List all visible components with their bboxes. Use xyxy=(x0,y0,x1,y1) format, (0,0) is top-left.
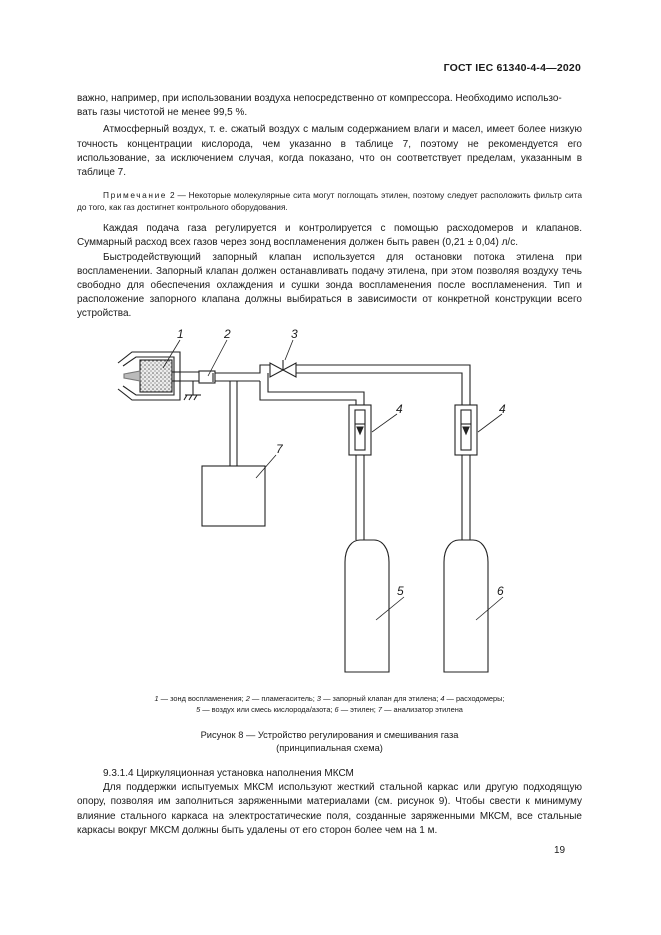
paragraph-1-line-2: вать газы чистотой не менее 99,5 %. xyxy=(77,107,248,119)
label-2: 2 xyxy=(224,327,231,341)
paragraph-2: Атмосферный воздух, т. е. сжатый воздух с малым содержанием влаги и масел, имеет более низкую точность концентрации кислорода, чем указанно в таблице 7, поэтому не рекомендуется его использование, за исключением случая, когда показано, что он соответствует пределам, указанным в таблице 7. xyxy=(77,124,582,179)
legend-num-3: 3 xyxy=(316,694,322,703)
flowmeter-left xyxy=(349,405,371,455)
paragraph-3: Каждая подача газа регулируется и контролируется с помощью расходомеров и клапанов. Суммарный расход всех газов через зонд воспламенения должен быть равен (0,21 ± 0,04) л/с. xyxy=(77,223,582,249)
section-9-3-1-4 xyxy=(77,767,582,838)
legend-text-7: — анализатор этилена xyxy=(382,705,463,714)
flowmeter-right xyxy=(455,405,477,455)
shutoff-valve xyxy=(270,360,296,377)
section-heading: 9.3.1.4 Циркуляционная установка наполнения МКСМ xyxy=(103,768,354,779)
legend-text-3: — запорный клапан для этилена; xyxy=(321,694,441,703)
legend-num-7: 7 xyxy=(377,705,383,714)
figure-caption xyxy=(77,729,582,754)
legend-line-1 xyxy=(77,693,582,704)
note-label: Примечание xyxy=(103,190,168,201)
caption-line-1: Рисунок 8 — Устройство регулирования и смешивания газа xyxy=(200,730,459,740)
caption-line-2: (принципиальная схема) xyxy=(276,742,383,753)
legend-num-2: 2 xyxy=(245,694,250,703)
note-text: 2 — Некоторые молекулярные сита могут поглощать этилен, поэтому следует расположить фильтр сита до того, как газ достигнет контрольного оборудования. xyxy=(77,190,582,212)
air-cylinder xyxy=(345,540,389,672)
label-6: 6 xyxy=(497,584,504,598)
note-2 xyxy=(77,190,582,213)
label-3: 3 xyxy=(291,327,298,341)
legend-text-2: — пламегаситель; xyxy=(249,694,317,703)
paragraph-4: Быстродействующий запорный клапан используется для остановки потока этилена при воспламенении. Запорный клапан должен останавливать подачу этилена, при этом позволяя воздуху течь свободно для обеспечения охлаждения и сушки зонда воспламенения после воспламенения. Тип и расположение запорного клапана должны выбираться в зависимости от конкретной конструкции всего устройства. xyxy=(77,251,582,320)
legend-num-4: 4 xyxy=(440,694,445,703)
label-1: 1 xyxy=(177,327,184,341)
paragraph-1-line-1: важно, например, при использовании воздуха непосредственно от компрессора. Необходимо использо- xyxy=(77,93,562,104)
ethylene-analyzer xyxy=(202,466,265,526)
label-4-left: 4 xyxy=(396,402,403,416)
label-4-right: 4 xyxy=(499,402,506,416)
ignition-probe xyxy=(118,352,201,400)
label-5: 5 xyxy=(397,584,404,598)
legend-line-2 xyxy=(77,704,582,715)
legend-text-6: — этилен; xyxy=(338,705,378,714)
legend-text-4: — расходомеры; xyxy=(444,694,505,703)
body-text xyxy=(77,92,582,322)
ethylene-cylinder xyxy=(444,540,488,672)
legend-num-5: 5 xyxy=(196,705,201,714)
section-text: Для поддержки испытуемых МКСМ используют жесткий стальной каркас или другую подходящую опору, позволяя им заполниться заряженными материалами (см. рисунок 9). Чтобы свести к минимуму влияние стального каркаса на электростатические поля, созданные заряженными МКСМ, все стальные каркасы вокруг МКСМ должны быть удалены от его сторон более чем на 1 м. xyxy=(77,782,582,836)
page-number: 19 xyxy=(554,845,566,856)
label-7: 7 xyxy=(276,442,283,456)
standard-header: ГОСТ IEC 61340-4-4—2020 xyxy=(443,62,581,74)
legend-num-1: 1 xyxy=(154,694,159,703)
legend-num-6: 6 xyxy=(334,705,339,714)
gas-mixing-diagram xyxy=(100,320,560,685)
legend-text-5: — воздух или смесь кислорода/азота; xyxy=(200,705,335,714)
legend-text-1: — зонд воспламенения; xyxy=(158,694,246,703)
figure-legend xyxy=(77,693,582,715)
